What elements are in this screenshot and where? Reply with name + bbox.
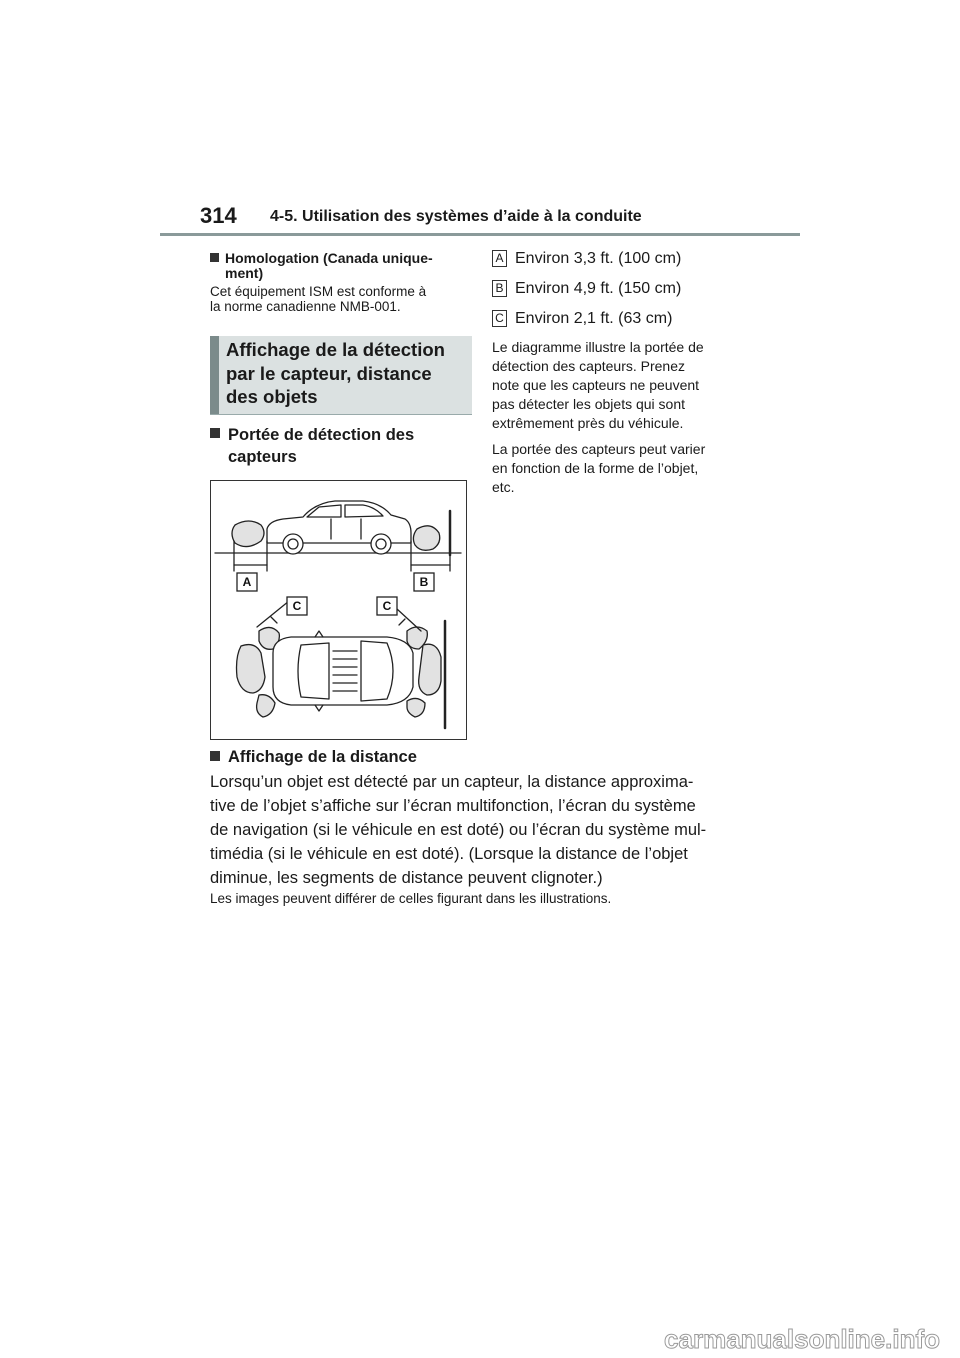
diagram-label-c1: C [292,599,302,613]
square-bullet-icon [210,253,219,262]
distance-para-line: de navigation (si le véhicule en est doté) ou l’écran du système mul- [210,821,707,839]
dim-c1-line [257,601,289,627]
sensor-range-diagram [210,480,467,740]
homologation-text-line1: Cet équipement ISM est conforme à [210,284,427,299]
diagram-note-line: détection des capteurs. Prenez [492,358,686,374]
homologation-text [210,284,472,314]
homologation-text-line2: la norme canadienne NMB-001. [210,299,401,314]
header-rule [160,233,800,236]
range-heading [210,424,472,468]
watermark [0,1318,960,1358]
car-top-body [273,637,413,705]
homologation-heading-line1: Homologation (Canada unique- [225,250,433,266]
range-note-line: etc. [492,479,515,495]
detect-zone-front-center [419,644,441,695]
distance-para-line: timédia (si le véhicule en est doté). (Lorsque la distance de l’objet [210,845,688,863]
diagram-label-b: B [419,575,429,589]
diagram-label-c2: C [382,599,392,613]
item-key-a: A [492,250,507,267]
diagram-note-line: Le diagramme illustre la portée de [492,339,704,355]
range-heading-line2: capteurs [228,448,297,466]
range-heading-line1: Portée de détection des [228,426,415,444]
range-note [492,440,752,497]
distance-para-line: Lorsqu’un objet est détecté par un capteur, la distance approxima- [210,773,694,791]
chapter-title: 4-5. Utilisation des systèmes d’aide à la conduite [270,208,642,225]
item-text-b: Environ 4,9 ft. (150 cm) [515,280,682,297]
watermark-text: carmanualsonline.info [664,1324,940,1354]
range-note-line: La portée des capteurs peut varier [492,441,706,457]
item-key-c: C [492,310,507,327]
section-title [226,338,470,409]
detect-zone-rear-side [232,521,264,547]
square-bullet-icon [210,751,220,761]
diagram-label-a: A [242,575,252,589]
section-title-line3: des objets [226,386,318,407]
footnote: Les images peuvent différer de celles figurant dans les illustrations. [210,891,612,906]
distance-para-line: tive de l’objet s’affiche sur l’écran multifonction, l’écran du système [210,797,696,815]
distance-heading [210,747,417,767]
item-text-c: Environ 2,1 ft. (63 cm) [515,310,673,327]
page-number: 314 [200,203,237,228]
dim-c2-line [397,609,421,631]
car-top-mirror-top [315,631,323,637]
diagram-note-line: extrêmement près du véhicule. [492,415,684,431]
car-side-wheel-front [371,534,391,554]
car-top-mirror-bottom [315,705,323,711]
section-title-box [210,336,472,415]
distance-paragraph [210,770,760,890]
diagram-note-line: note que les capteurs ne peuvent [492,377,700,393]
detect-zone-front-side [413,526,439,551]
range-note-line: en fonction de la forme de l’objet, [492,460,699,476]
homologation-heading-line2: ment) [225,265,264,281]
section-title-bar [210,336,219,414]
sensor-range-illustration [211,481,465,738]
item-text-a: Environ 3,3 ft. (100 cm) [515,250,682,267]
homologation-heading [210,251,472,281]
square-bullet-icon [210,424,228,446]
car-side-wheel-rear [283,534,303,554]
dim-c1-tick [271,617,277,623]
distance-para-line: diminue, les segments de distance peuvent clignoter.) [210,869,603,887]
section-title-line1: Affichage de la détection [226,339,445,360]
diagram-note-line: pas détecter les objets qui sont [492,396,686,412]
detect-zone-rear-center [237,645,266,693]
item-key-b: B [492,280,507,297]
distance-heading-text: Affichage de la distance [228,748,417,766]
diagram-note [492,338,752,433]
detect-zone-rear-corner-bottom [257,695,275,717]
section-title-line2: par le capteur, distance [226,362,432,384]
dim-c2-tick [399,619,405,625]
detect-zone-front-corner-bottom [407,698,425,717]
